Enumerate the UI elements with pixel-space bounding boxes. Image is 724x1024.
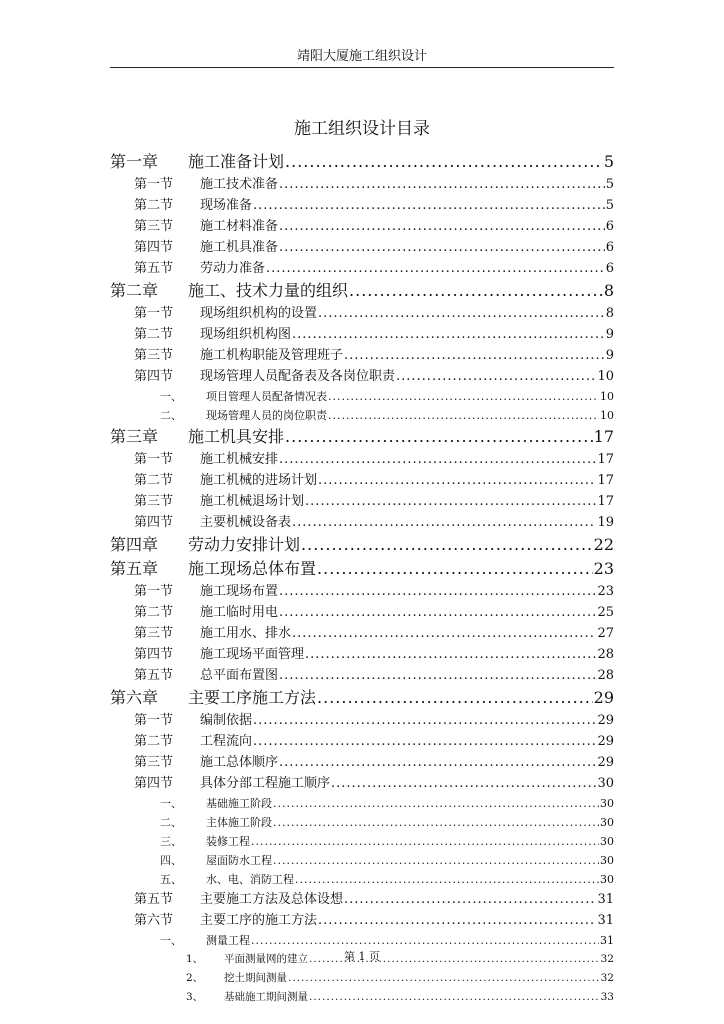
toc-dot-leader [285, 425, 593, 449]
toc-entry-number: 第三节 [134, 494, 174, 509]
toc-dot-leader [279, 602, 596, 623]
toc-entry-page: 23 [597, 584, 614, 599]
toc-entry-page: 30 [600, 835, 614, 848]
toc-entry[interactable] [110, 752, 614, 773]
toc-entry-page: 8 [605, 306, 614, 321]
toc-entry[interactable] [110, 345, 614, 366]
toc-dot-leader [305, 644, 596, 665]
toc-entry[interactable] [110, 258, 614, 279]
toc-entry[interactable] [110, 851, 614, 870]
toc-entry-title: 编制依据 [200, 713, 253, 728]
toc-entry-number: 第四节 [134, 515, 174, 530]
toc-entry-page: 17 [597, 473, 614, 488]
toc-entry-number: 第一节 [134, 713, 174, 728]
toc-entry-title: 施工用水、排水 [200, 626, 292, 641]
toc-entry-title: 平面测量网的建立 [224, 953, 308, 965]
toc-dot-leader [292, 623, 596, 644]
toc-entry-page: 17 [593, 427, 614, 446]
toc-entry-title: 现场组织机构图 [200, 327, 292, 342]
toc-entry-page: 33 [600, 991, 614, 1003]
toc-entry-title: 水、电、消防工程 [206, 873, 294, 886]
toc-entry-number: 第五节 [134, 261, 174, 276]
toc-entry-title: 劳动力准备 [200, 261, 266, 276]
toc-entry-page: 10 [597, 369, 614, 384]
toc-entry[interactable] [110, 988, 614, 1007]
toc-entry[interactable] [110, 644, 614, 665]
toc-entry-page: 17 [597, 452, 614, 467]
toc-dot-leader [273, 813, 599, 832]
toc-entry-title: 主体施工阶段 [206, 816, 272, 829]
toc-entry-number: 三、 [160, 835, 182, 848]
toc-entry-number: 第二节 [134, 198, 174, 213]
toc-dot-leader [279, 665, 596, 686]
toc-entry[interactable] [110, 710, 614, 731]
toc-dot-leader [266, 258, 605, 279]
toc-dot-leader [309, 988, 600, 1007]
toc-entry-page: 30 [597, 776, 614, 791]
toc-dot-leader [279, 752, 596, 773]
toc-entry-number: 第四节 [134, 776, 174, 791]
toc-entry[interactable] [110, 237, 614, 258]
toc-dot-leader [328, 406, 599, 425]
toc-entry-page: 6 [605, 240, 614, 255]
toc-entry-number: 第二节 [134, 605, 174, 620]
toc-entry-number: 第六章 [110, 688, 159, 707]
toc-entry-page: 31 [597, 913, 614, 928]
toc-entry-title: 主要工序施工方法 [188, 688, 317, 707]
toc-entry[interactable] [110, 195, 614, 216]
toc-entry-number: 第三节 [134, 348, 174, 363]
toc-dot-leader [292, 324, 605, 345]
toc-entry-title: 施工现场总体布置 [188, 559, 317, 578]
toc-entry-page: 23 [593, 559, 614, 578]
toc-entry-number: 第一节 [134, 306, 174, 321]
toc-entry-title: 总平面布置图 [200, 668, 279, 683]
toc-entry-title: 项目管理人员配备情况表 [206, 390, 327, 403]
toc-entry-page: 5 [603, 152, 614, 171]
toc-entry-number: 第二节 [134, 734, 174, 749]
toc-entry-page: 29 [597, 734, 614, 749]
toc-entry-page: 9 [605, 348, 614, 363]
toc-entry[interactable] [110, 870, 614, 889]
toc-entry-page: 5 [605, 198, 614, 213]
toc-entry[interactable] [110, 303, 614, 324]
toc-dot-leader [251, 832, 599, 851]
toc-entry-number: 第一节 [134, 452, 174, 467]
toc-entry-title: 施工机械安排 [200, 452, 279, 467]
toc-entry[interactable] [110, 910, 614, 931]
toc-entry-page: 19 [597, 515, 614, 530]
toc-entry-title: 施工机具准备 [200, 240, 279, 255]
toc-entry-title: 施工总体顺序 [200, 755, 279, 770]
toc-entry-title: 施工、技术力量的组织 [188, 281, 349, 300]
toc-entry[interactable] [110, 150, 614, 174]
toc-dot-leader [317, 557, 593, 581]
toc-entry-page: 29 [597, 755, 614, 770]
toc-entry[interactable] [110, 832, 614, 851]
page-header [110, 47, 614, 68]
toc-entry[interactable] [110, 174, 614, 195]
toc-entry-number: 第二章 [110, 281, 159, 300]
toc-dot-leader [279, 216, 605, 237]
header-text: 靖阳大厦施工组织设计 [296, 49, 427, 64]
toc-dot-leader [344, 889, 596, 910]
toc-entry-number: 第一章 [110, 152, 159, 171]
toc-entry-title: 施工现场平面管理 [200, 647, 305, 662]
toc-entry-page: 17 [597, 494, 614, 509]
toc-entry-page: 29 [593, 688, 614, 707]
toc-dot-leader [273, 794, 599, 813]
toc-entry-title: 施工机构职能及管理班子 [200, 348, 344, 363]
toc-dot-leader [349, 279, 603, 303]
toc-entry-number: 五、 [160, 873, 182, 886]
toc-entry[interactable] [110, 665, 614, 686]
toc-entry[interactable] [110, 889, 614, 910]
toc-entry-title: 基础施工期间测量 [224, 991, 308, 1003]
toc-entry-page: 10 [600, 409, 614, 422]
toc-entry-title: 主要机械设备表 [200, 515, 292, 530]
toc-entry-title: 施工技术准备 [200, 177, 279, 192]
toc-entry-page: 30 [600, 816, 614, 829]
toc-entry[interactable] [110, 406, 614, 425]
toc-dot-leader [318, 470, 596, 491]
toc-entry-number: 第四节 [134, 647, 174, 662]
toc-entry-title: 屋面防水工程 [206, 854, 272, 867]
toc-dot-leader [328, 387, 599, 406]
toc-entry[interactable] [110, 425, 614, 449]
toc-entry-title: 现场管理人员的岗位职责 [206, 409, 327, 422]
toc-entry[interactable] [110, 449, 614, 470]
toc-entry-page: 32 [600, 953, 614, 965]
toc-entry-title: 施工临时用电 [200, 605, 279, 620]
toc-entry-title: 施工现场布置 [200, 584, 279, 599]
toc-dot-leader [331, 773, 596, 794]
toc-entry-number: 一、 [160, 934, 182, 947]
toc-entry-title: 施工机械退场计划 [200, 494, 305, 509]
toc-entry-number: 第三节 [134, 626, 174, 641]
toc-entry-page: 22 [593, 535, 614, 554]
toc-entry-number: 四、 [160, 854, 182, 867]
toc-entry[interactable] [110, 813, 614, 832]
toc-entry-title: 主要工序的施工方法 [200, 913, 318, 928]
table-of-contents [110, 150, 614, 1007]
toc-entry[interactable] [110, 366, 614, 387]
toc-entry-page: 28 [597, 647, 614, 662]
toc-entry[interactable] [110, 324, 614, 345]
toc-entry[interactable] [110, 969, 614, 988]
toc-entry-title: 施工机具安排 [188, 427, 285, 446]
toc-entry-title: 挖土期间测量 [224, 972, 287, 984]
toc-entry[interactable] [110, 602, 614, 623]
toc-entry-number: 第四节 [134, 240, 174, 255]
toc-entry-number: 第三节 [134, 219, 174, 234]
toc-entry-title: 施工准备计划 [188, 152, 285, 171]
toc-entry-page: 5 [605, 177, 614, 192]
toc-entry-number: 二、 [160, 816, 182, 829]
toc-dot-leader [344, 345, 605, 366]
toc-entry-title: 基础施工阶段 [206, 797, 272, 810]
toc-entry-title: 工程流向 [200, 734, 253, 749]
toc-entry-number: 第二节 [134, 327, 174, 342]
toc-entry[interactable] [110, 794, 614, 813]
toc-entry-number: 第三节 [134, 755, 174, 770]
toc-dot-leader [279, 237, 605, 258]
toc-entry[interactable] [110, 557, 614, 581]
toc-dot-leader [253, 195, 605, 216]
toc-entry-number: 第三章 [110, 427, 159, 446]
toc-entry-title: 现场组织机构的设置 [200, 306, 318, 321]
toc-entry[interactable] [110, 216, 614, 237]
toc-entry-title: 施工材料准备 [200, 219, 279, 234]
toc-dot-leader [288, 969, 600, 988]
toc-dot-leader [301, 533, 593, 557]
toc-entry-title: 测量工程 [206, 934, 250, 947]
toc-dot-leader [396, 366, 596, 387]
toc-entry-number: 1、 [186, 953, 204, 965]
toc-dot-leader [318, 303, 605, 324]
toc-entry[interactable] [110, 512, 614, 533]
toc-entry-page: 31 [597, 892, 614, 907]
toc-entry-number: 第五节 [134, 668, 174, 683]
toc-entry[interactable] [110, 491, 614, 512]
toc-entry[interactable] [110, 773, 614, 794]
toc-entry-number: 第一节 [134, 177, 174, 192]
toc-entry-number: 第五章 [110, 559, 159, 578]
toc-entry[interactable] [110, 470, 614, 491]
toc-entry[interactable] [110, 533, 614, 557]
page-number: 第 1 页 [344, 950, 380, 963]
toc-entry[interactable] [110, 279, 614, 303]
toc-entry-page: 8 [603, 281, 614, 300]
toc-entry-number: 第四节 [134, 369, 174, 384]
toc-entry-page: 31 [600, 934, 614, 947]
toc-dot-leader [279, 581, 596, 602]
toc-entry[interactable] [110, 731, 614, 752]
toc-entry-number: 第二节 [134, 473, 174, 488]
toc-dot-leader [253, 731, 596, 752]
toc-entry-number: 第六节 [134, 913, 174, 928]
toc-dot-leader [273, 851, 599, 870]
toc-entry-title: 主要施工方法及总体设想 [200, 892, 344, 907]
toc-dot-leader [295, 870, 599, 889]
toc-entry-page: 9 [605, 327, 614, 342]
page-footer [0, 948, 724, 964]
toc-entry-title: 现场准备 [200, 198, 253, 213]
toc-entry-number: 一、 [160, 390, 182, 403]
toc-dot-leader [279, 449, 596, 470]
toc-dot-leader [317, 686, 593, 710]
toc-dot-leader [305, 491, 596, 512]
toc-entry-title: 劳动力安排计划 [188, 535, 301, 554]
toc-entry-page: 28 [597, 668, 614, 683]
toc-entry-number: 第四章 [110, 535, 159, 554]
toc-entry[interactable] [110, 686, 614, 710]
toc-entry[interactable] [110, 581, 614, 602]
toc-entry[interactable] [110, 623, 614, 644]
toc-entry-page: 30 [600, 873, 614, 886]
toc-entry-number: 二、 [160, 409, 182, 422]
toc-entry-page: 6 [605, 261, 614, 276]
page-title: 施工组织设计目录 [294, 119, 430, 139]
toc-dot-leader [285, 150, 603, 174]
toc-entry[interactable] [110, 387, 614, 406]
toc-entry-number: 一、 [160, 797, 182, 810]
toc-entry-title: 装修工程 [206, 835, 250, 848]
toc-entry-page: 29 [597, 713, 614, 728]
toc-entry-page: 25 [597, 605, 614, 620]
toc-entry-number: 第五节 [134, 892, 174, 907]
toc-dot-leader [318, 910, 596, 931]
toc-entry-number: 2、 [186, 972, 204, 984]
toc-entry-page: 30 [600, 797, 614, 810]
toc-entry-title: 现场管理人员配备表及各岗位职责 [200, 369, 396, 384]
toc-entry-number: 第一节 [134, 584, 174, 599]
toc-dot-leader [279, 174, 605, 195]
toc-entry-page: 32 [600, 972, 614, 984]
toc-dot-leader [292, 512, 596, 533]
toc-entry-title: 具体分部工程施工顺序 [200, 776, 331, 791]
toc-entry-page: 10 [600, 390, 614, 403]
toc-entry-page: 27 [597, 626, 614, 641]
toc-entry-number: 3、 [186, 991, 204, 1003]
toc-entry-title: 施工机械的进场计划 [200, 473, 318, 488]
toc-dot-leader [253, 710, 596, 731]
toc-entry-page: 30 [600, 854, 614, 867]
toc-entry-page: 6 [605, 219, 614, 234]
